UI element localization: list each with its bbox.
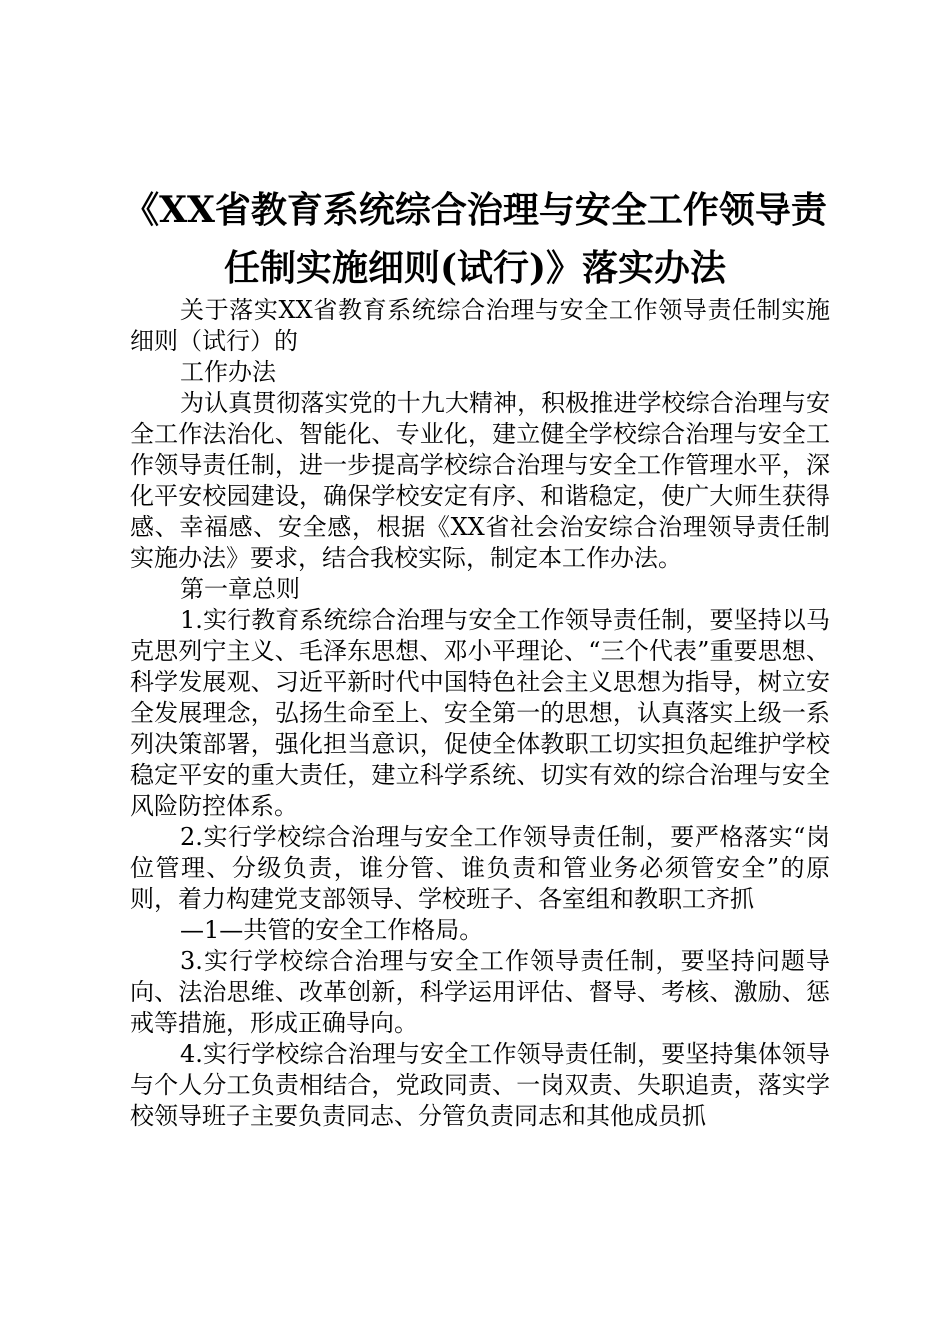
preamble-paragraph: 为认真贯彻落实党的十九大精神，积极推进学校综合治理与安全工作法治化、智能化、专业化，建立健全学校综合治理与安全工作领导责任制，进一步提高学校综合治理与安全工作管理水平，深化平安校园建设，确保学校安定有序、和谐稳定，使广大师生获得感、幸福感、安全感，根据《XX省社会治安综合治理领导责任制实施办法》要求，结合我校实际，制定本工作办法。 [130, 389, 830, 572]
document-body [130, 295, 830, 1132]
intro-subtitle: 工作办法 [180, 358, 276, 386]
document-title-line-1: 《XX省教育系统综合治理与安全工作领导责 [123, 189, 827, 231]
page-number-line: —1—共管的安全工作格局。 [180, 916, 484, 944]
article-2-paragraph: 2.实行学校综合治理与安全工作领导责任制，要严格落实“岗位管理、分级负责，谁分管、谁负责和管业务必须管安全”的原则，着力构建党支部领导、学校班子、各室组和教职工齐抓 [130, 823, 830, 913]
intro-paragraph: 关于落实XX省教育系统综合治理与安全工作领导责任制实施细则（试行）的 [130, 296, 830, 355]
document-title-line-2: 任制实施细则(试行)》落实办法 [223, 247, 727, 289]
article-3-paragraph: 3.实行学校综合治理与安全工作领导责任制，要坚持问题导向、法治思维、改革创新，科学运用评估、督导、考核、激励、惩戒等措施，形成正确导向。 [130, 947, 830, 1037]
chapter-heading: 第一章总则 [180, 575, 300, 603]
article-1-paragraph: 1.实行教育系统综合治理与安全工作领导责任制，要坚持以马克思列宁主义、毛泽东思想、邓小平理论、“三个代表”重要思想、科学发展观、习近平新时代中国特色社会主义思想为指导，树立安全发展理念，弘扬生命至上、安全第一的思想，认真落实上级一系列决策部署，强化担当意识，促使全体教职工切实担负起维护学校稳定平安的重大责任，建立科学系统、切实有效的综合治理与安全风险防控体系。 [130, 606, 830, 820]
article-4-paragraph: 4.实行学校综合治理与安全工作领导责任制，要坚持集体领导与个人分工负责相结合，党政同责、一岗双责、失职追责，落实学校领导班子主要负责同志、分管负责同志和其他成员抓 [130, 1040, 830, 1130]
